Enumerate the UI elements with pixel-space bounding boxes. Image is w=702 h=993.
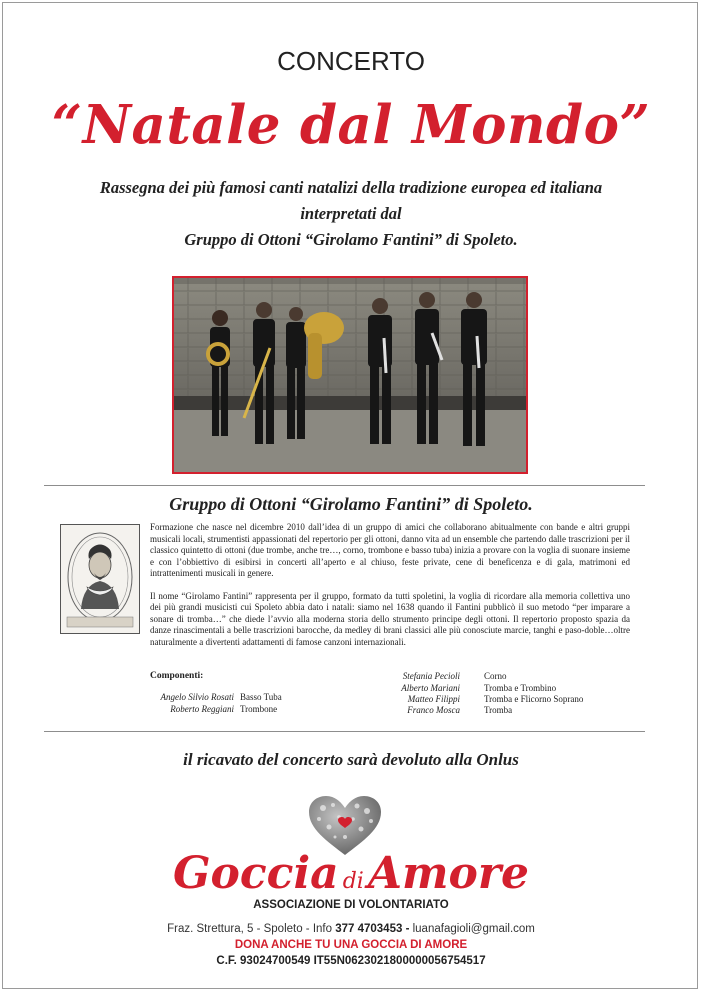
contact-line [0,923,702,935]
description-paragraph: Il nome “Girolamo Fantini” rappresenta per il gruppo, formato da tutti spoletini, la voglia di ricordare alla memoria collettiva uno dei più grandi musicisti cui Spoleto abbia dato i natali: siamo nel 1638 quando il Fantini pubblicò il suo metodo “per imparare a sonare di tromba…” che diede l’avvio alla moderna storia dello strumento principe degli ottoni. Il repertorio proposto spazia da danze rinascimentali a belle trascrizioni barocche, da medley di brani classici alle più conosciute marcie, tanghi e paso-doble…oltre naturalmente a divertenti adattamenti di famose canzoni internazionali. [150,590,630,647]
member-row [150,692,282,704]
subtitle-line: Gruppo di Ottoni “Girolamo Fantini” di Spoleto. [184,230,518,249]
donate-appeal: DONA ANCHE TU UNA GOCCIA DI AMORE [234,939,468,951]
member-name: Franco Mosca [407,705,460,715]
member-row [380,705,512,717]
member-name: Matteo Filippi [407,694,460,704]
concert-subtitle [30,175,672,253]
divider-bottom [44,731,645,732]
logo-word: di [342,869,364,894]
components-label: Componenti: [150,671,204,681]
member-row [380,671,507,683]
group-heading: Gruppo di Ottoni “Girolamo Fantini” di Spoleto. [169,494,533,514]
description-paragraph: Formazione che nasce nel dicembre 2010 dall’idea di un gruppo di amici che collaborano abitualmente con bande e altri gruppi musicali locali, strumentisti appassionati del repertorio per gli ottoni, danno vita ad un ensemble che partendo dalle trascrizioni per il classico quintetto di ottoni (due trombe, anche tre…, corno, trombone e basso tuba) inizia a provare con la voglia di suonare insieme e con l’obbiettivo di esibirsi in concerti all’aperto e al chiuso, feste private, cene di beneficenza e di gala, matrimoni ed intrattenimenti musicali in genere. [150,522,630,578]
member-role: Basso Tuba [240,692,282,702]
group-description [150,522,630,659]
member-row [380,683,556,695]
member-role: Tromba e Trombino [484,683,557,693]
member-role: Tromba [484,705,513,715]
logo-word: Amore [367,848,530,899]
member-row [150,704,277,716]
member-name: Stefania Pecioli [402,671,460,681]
concert-label: CONCERTO [277,46,425,76]
member-name: Roberto Reggiani [170,704,234,714]
subtitle-line: Rassegna dei più famosi canti natalizi della tradizione europea ed italiana [99,178,603,197]
proceeds-note: il ricavato del concerto sarà devoluto alla Onlus [183,750,519,769]
concert-title: “Natale dal Mondo” [51,94,651,156]
member-role: Trombone [240,704,278,714]
member-role: Tromba e Flicorno Soprano [484,694,584,704]
association-logo [0,848,702,899]
fantini-portrait [60,524,140,634]
fiscal-code-iban: C.F. 93024700549 IT55N0623021800000056754517 [216,955,486,967]
logo-word: Goccia [172,848,339,899]
member-name: Alberto Mariani [401,683,460,693]
association-tagline: ASSOCIAZIONE DI VOLONTARIATO [253,899,449,911]
group-photo [172,276,528,474]
member-role: Corno [484,671,507,681]
member-row [380,694,583,706]
address-text: Fraz. Strettura, 5 - Spoleto - Info [167,923,333,935]
email-address: luanafagioli@gmail.com [412,923,535,935]
phone-number: 377 4703453 - [335,923,410,935]
divider-top [44,485,645,486]
subtitle-line: interpretati dal [300,204,402,223]
member-name: Angelo Silvio Rosati [160,692,234,702]
